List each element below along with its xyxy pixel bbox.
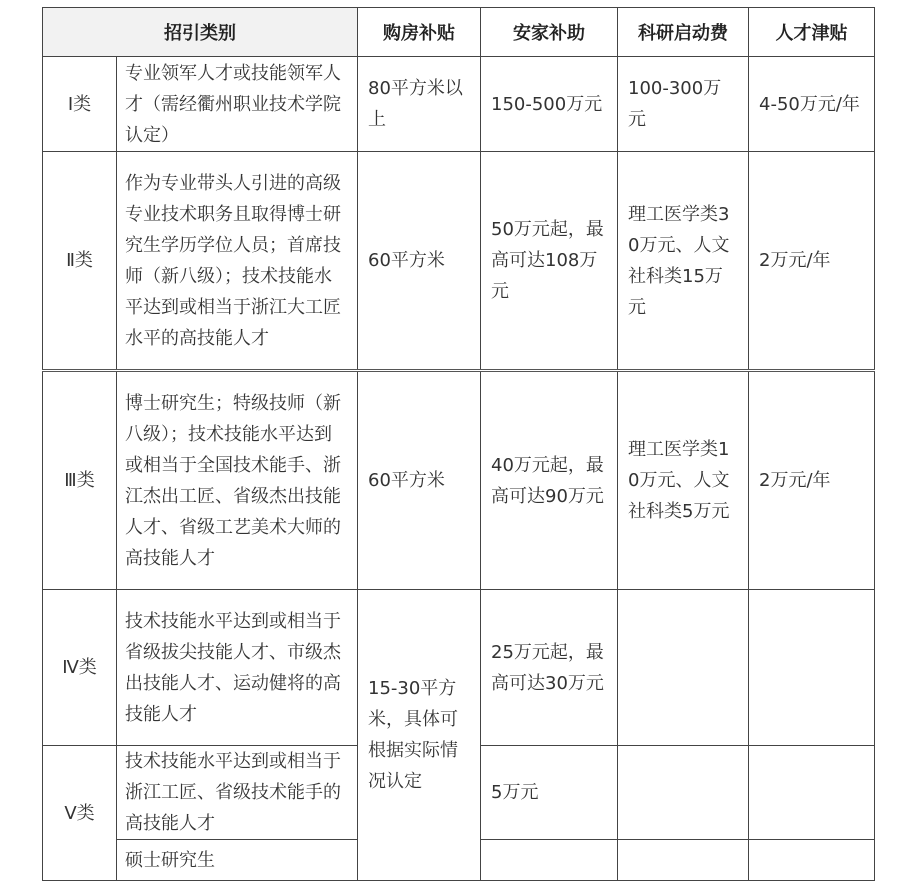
research-cell: 理工医学类10万元、人文社科类5万元 (618, 371, 749, 590)
description-cell: 技术技能水平达到或相当于省级拔尖技能人才、市级杰出技能人才、运动健将的高技能人才 (117, 590, 358, 746)
housing-cell: 60平方米 (358, 371, 481, 590)
table-row-class-1 (43, 57, 875, 152)
talent-recruitment-table (42, 7, 875, 881)
category-cell: Ⅰ类 (43, 57, 117, 152)
category-cell: Ⅱ类 (43, 152, 117, 371)
housing-cell: 80平方米以上 (358, 57, 481, 152)
allowance-cell: 4-50万元/年 (749, 57, 875, 152)
settlement-cell: 5万元 (481, 746, 618, 840)
research-cell: 理工医学类30万元、人文社科类15万元 (618, 152, 749, 371)
description-cell: 博士研究生；特级技师（新八级）；技术技能水平达到或相当于全国技术能手、浙江杰出工匠、省级杰出技能人才、省级工艺美术大师的高技能人才 (117, 371, 358, 590)
allowance-cell (749, 746, 875, 840)
header-category: 招引类别 (43, 8, 358, 57)
allowance-cell: 2万元/年 (749, 152, 875, 371)
description-cell: 专业领军人才或技能领军人才（需经衢州职业技术学院认定） (117, 57, 358, 152)
header-housing-subsidy: 购房补贴 (358, 8, 481, 57)
table-row-class-3 (43, 371, 875, 590)
header-settlement-subsidy: 安家补助 (481, 8, 618, 57)
research-cell (618, 590, 749, 746)
allowance-cell: 2万元/年 (749, 371, 875, 590)
allowance-cell (749, 590, 875, 746)
header-row (43, 8, 875, 57)
table-row-class-2 (43, 152, 875, 371)
settlement-cell: 150-500万元 (481, 57, 618, 152)
research-cell (618, 746, 749, 840)
allowance-cell (749, 840, 875, 881)
category-cell: Ⅴ类 (43, 746, 117, 881)
category-cell: Ⅲ类 (43, 371, 117, 590)
settlement-cell: 40万元起，最高可达90万元 (481, 371, 618, 590)
settlement-cell: 50万元起，最高可达108万元 (481, 152, 618, 371)
header-research-startup-fund: 科研启动费 (618, 8, 749, 57)
settlement-cell: 25万元起，最高可达30万元 (481, 590, 618, 746)
housing-cell: 60平方米 (358, 152, 481, 371)
description-cell: 硕士研究生 (117, 840, 358, 881)
table-row-class-4 (43, 590, 875, 746)
settlement-cell (481, 840, 618, 881)
research-cell: 100-300万元 (618, 57, 749, 152)
description-cell: 作为专业带头人引进的高级专业技术职务且取得博士研究生学历学位人员；首席技师（新八级）；技术技能水平达到或相当于浙江大工匠水平的高技能人才 (117, 152, 358, 371)
housing-cell: 15-30平方米，具体可根据实际情况认定 (358, 590, 481, 881)
description-cell: 技术技能水平达到或相当于浙江工匠、省级技术能手的高技能人才 (117, 746, 358, 840)
header-talent-allowance: 人才津贴 (749, 8, 875, 57)
research-cell (618, 840, 749, 881)
category-cell: Ⅳ类 (43, 590, 117, 746)
